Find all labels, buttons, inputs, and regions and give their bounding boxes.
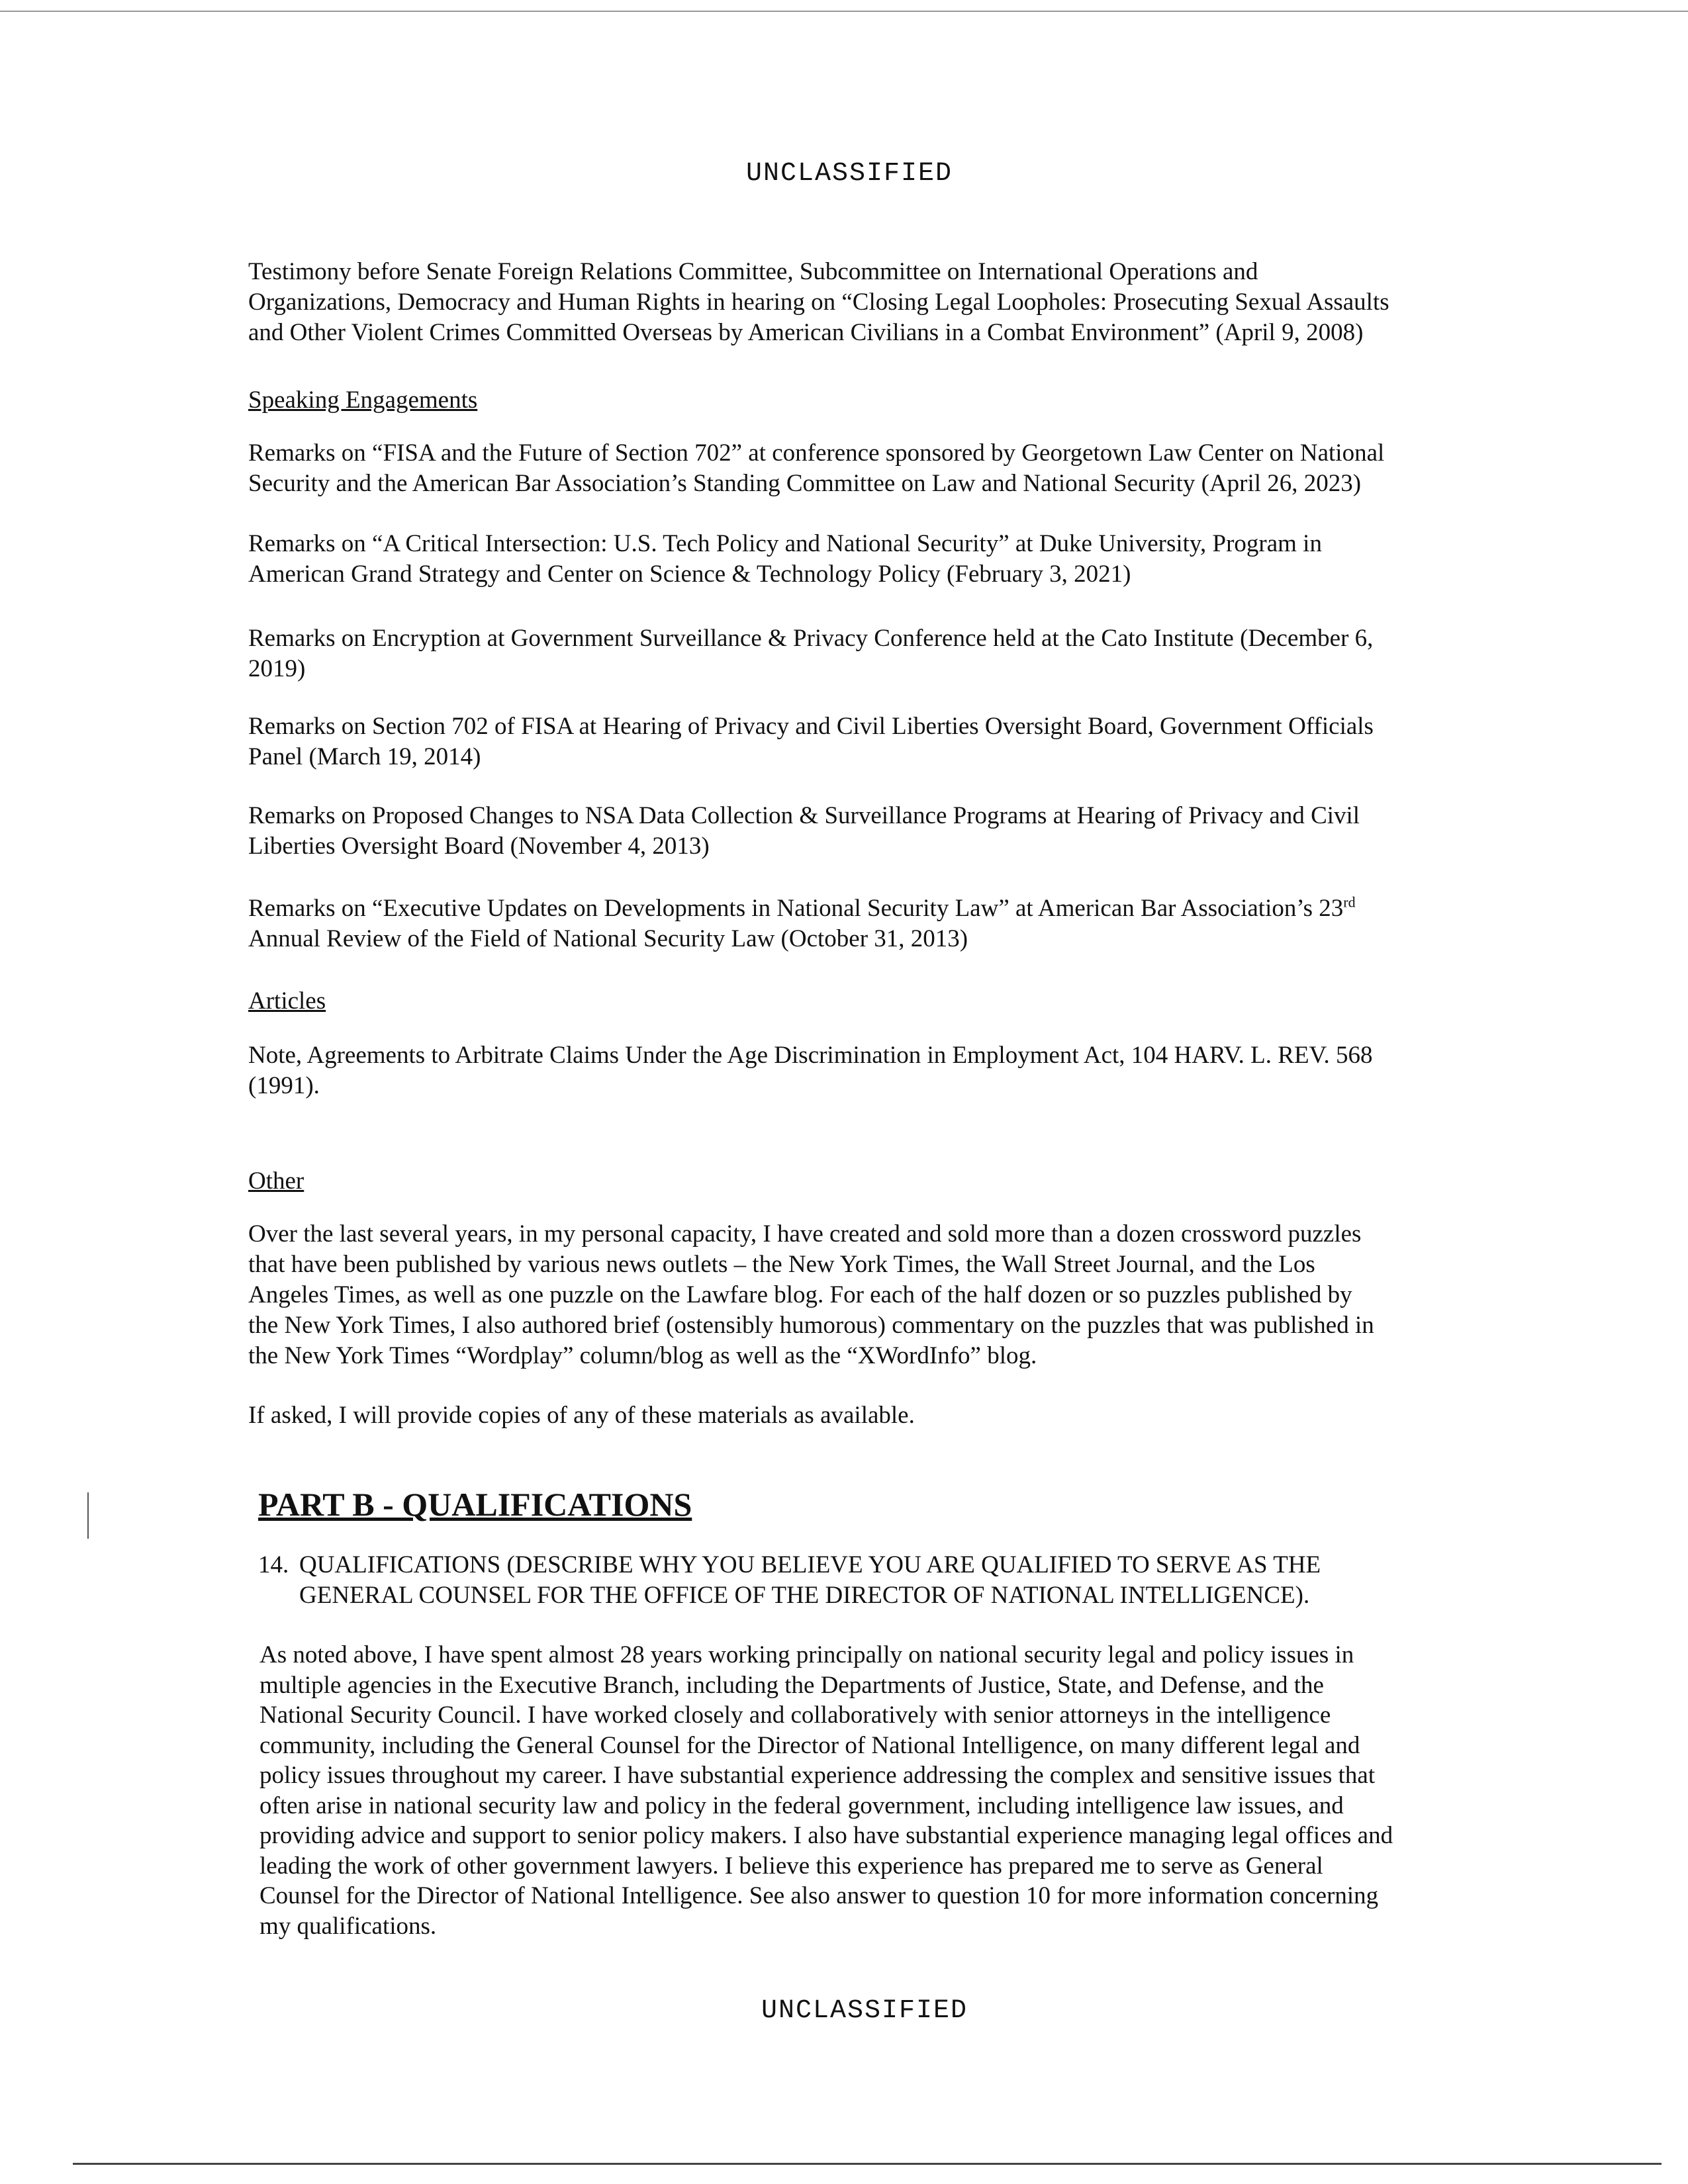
articles-heading: Articles: [248, 987, 326, 1015]
margin-mark: [87, 1492, 89, 1539]
ordinal-suffix: rd: [1343, 893, 1356, 911]
testimony-paragraph: [248, 257, 1389, 348]
text-line: community, including the General Counsel for the Director of National Intelligence, on many different legal and: [259, 1731, 1360, 1759]
header-classification-marking: UNCLASSIFIED: [746, 159, 953, 189]
text-line: Panel (March 19, 2014): [248, 743, 481, 770]
text-line: Remarks on Encryption at Government Surveillance & Privacy Conference held at the Cato Institute (December 6,: [248, 625, 1374, 652]
text-line-main: Remarks on “Executive Updates on Developments in National Security Law” at American Bar Association’s 23: [248, 895, 1344, 922]
text-line: Counsel for the Director of National Intelligence. See also answer to question 10 for more information concerning: [259, 1882, 1379, 1909]
qualifications-answer: [259, 1640, 1393, 1941]
text-line: Remarks on Section 702 of FISA at Hearing of Privacy and Civil Liberties Oversight Board, Government Officials: [248, 713, 1374, 740]
article-item: [248, 1040, 1373, 1101]
text-line: Angeles Times, as well as one puzzle on the Lawfare blog. For each of the half dozen or so puzzles published by: [248, 1281, 1352, 1308]
question-number: 14.: [258, 1551, 289, 1578]
speaking-item: [248, 801, 1360, 862]
text-line: Remarks on “A Critical Intersection: U.S. Tech Policy and National Security” at Duke University, Program in: [248, 530, 1322, 557]
speaking-engagements-heading: Speaking Engagements: [248, 387, 478, 414]
text-line: the New York Times, I also authored brief (ostensibly humorous) commentary on the puzzles that was published in: [248, 1312, 1374, 1339]
speaking-item: [248, 623, 1373, 684]
text-line: providing advice and support to senior policy makers. I also have substantial experience managing legal offices and: [259, 1822, 1393, 1849]
text-line: Security and the American Bar Association’s Standing Committee on Law and National Security (April 26, 2023): [248, 470, 1362, 497]
text-line: [248, 893, 1356, 924]
text-line: As noted above, I have spent almost 28 years working principally on national security legal and policy issues in: [259, 1641, 1354, 1668]
text-line: Remarks on Proposed Changes to NSA Data Collection & Surveillance Programs at Hearing of Privacy and Civil: [248, 802, 1360, 829]
speaking-item: [248, 529, 1322, 590]
text-line: policy issues throughout my career. I have substantial experience addressing the complex and sensitive issues that: [259, 1762, 1376, 1789]
speaking-item: [248, 438, 1384, 499]
footer-classification-marking: UNCLASSIFIED: [761, 1996, 968, 2026]
text-line: and Other Violent Crimes Committed Overseas by American Civilians in a Combat Environment” (April 9, 2008): [248, 319, 1364, 346]
text-line: that have been published by various news outlets – the New York Times, the Wall Street Journal, and the Los: [248, 1251, 1315, 1278]
text-line: Testimony before Senate Foreign Relations Committee, Subcommittee on International Operations and: [248, 258, 1258, 285]
question-14: [258, 1550, 1321, 1611]
text-line: GENERAL COUNSEL FOR THE OFFICE OF THE DIRECTOR OF NATIONAL INTELLIGENCE).: [299, 1582, 1310, 1609]
bottom-scan-edge: [73, 2163, 1662, 2165]
text-line: National Security Council. I have worked closely and collaboratively with senior attorneys in the intelligence: [259, 1702, 1331, 1729]
text-line: often arise in national security law and policy in the federal government, including intelligence law issues, and: [259, 1792, 1344, 1819]
text-line: multiple agencies in the Executive Branch, including the Departments of Justice, State, and Defense, and the: [259, 1671, 1324, 1699]
text-line: the New York Times “Wordplay” column/blog as well as the “XWordInfo” blog.: [248, 1342, 1037, 1369]
text-line: American Grand Strategy and Center on Science & Technology Policy (February 3, 2021): [248, 561, 1131, 588]
speaking-item: [248, 893, 1356, 954]
text-line: my qualifications.: [259, 1912, 437, 1940]
text-line: Organizations, Democracy and Human Rights in hearing on “Closing Legal Loopholes: Prosecuting Sexual Assaults: [248, 289, 1389, 316]
top-scan-edge: [0, 11, 1688, 12]
text-line: Remarks on “FISA and the Future of Section 702” at conference sponsored by Georgetown Law Center on National: [248, 439, 1385, 467]
text-line: 2019): [248, 655, 306, 682]
part-b-heading: PART B - QUALIFICATIONS: [258, 1486, 692, 1523]
other-heading: Other: [248, 1167, 305, 1195]
other-paragraph: [248, 1219, 1374, 1371]
text-line: Liberties Oversight Board (November 4, 2013): [248, 833, 710, 860]
text-line: Annual Review of the Field of National Security Law (October 31, 2013): [248, 925, 968, 952]
text-line: Over the last several years, in my personal capacity, I have created and sold more than a dozen crossword puzzles: [248, 1220, 1362, 1248]
text-line: Note, Agreements to Arbitrate Claims Under the Age Discrimination in Employment Act, 104 HARV. L. REV. 568: [248, 1042, 1373, 1069]
text-line: QUALIFICATIONS (DESCRIBE WHY YOU BELIEVE YOU ARE QUALIFIED TO SERVE AS THE: [299, 1551, 1321, 1578]
speaking-item: [248, 711, 1374, 772]
text-line: leading the work of other government lawyers. I believe this experience has prepared me to serve as General: [259, 1852, 1323, 1880]
copies-statement: If asked, I will provide copies of any of these materials as available.: [248, 1402, 915, 1429]
text-line: (1991).: [248, 1072, 320, 1099]
